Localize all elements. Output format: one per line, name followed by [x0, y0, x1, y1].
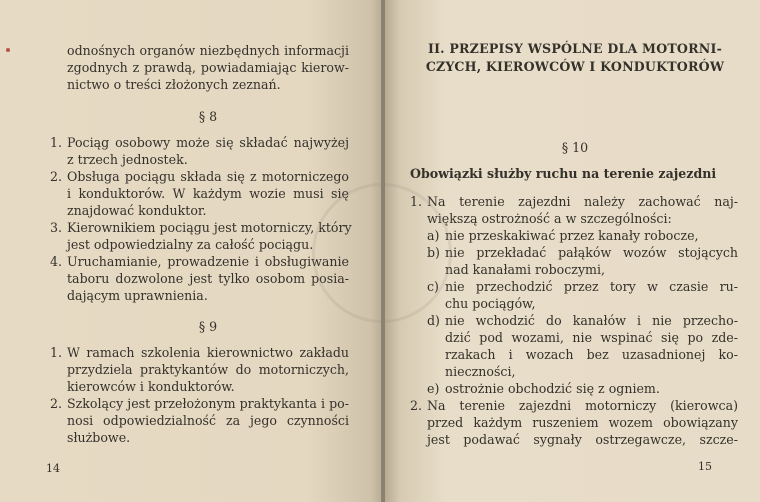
item-number: 2.: [50, 169, 63, 184]
subitem-label: b): [427, 245, 440, 260]
page-number-right: 15: [698, 460, 712, 473]
subitem-line: nie przeskakiwać przez kanały robocze,: [445, 228, 699, 243]
item-number: 3.: [50, 220, 63, 235]
subitem-line: dzić pod wozami, nie wspinać się po zde-: [445, 330, 738, 345]
item-line: taboru dozwolone jest tylko osobom posia-: [67, 271, 349, 286]
item-line: Na terenie zajezdni motorniczy (kierowca): [427, 398, 738, 413]
item-line: znajdować konduktor.: [67, 203, 207, 218]
intro-line: zgodnych z prawdą, powiadamiając kierow-: [67, 60, 349, 75]
section-10-title: § 10: [561, 140, 589, 155]
intro-line: nictwo o treści złożonych zeznań.: [67, 77, 281, 92]
item-line: większą ostrożność a w szczególności:: [427, 211, 672, 226]
chapter-title-line: CZYCH, KIEROWCÓW I KONDUKTORÓW: [425, 59, 725, 74]
subitem-line: chu pociągów,: [445, 296, 536, 311]
item-line: Uruchamianie, prowadzenie i obsługiwanie: [67, 254, 349, 269]
watermark-stamp: [312, 183, 452, 323]
subitem-label: d): [427, 313, 440, 328]
item-number: 1.: [50, 345, 63, 360]
subitem-line: nie wchodzić do kanałów i nie przecho-: [445, 313, 738, 328]
item-line: Szkolący jest przełożonym praktykanta i po-: [67, 396, 349, 411]
item-line: i konduktorów. W każdym wozie musi się: [67, 186, 349, 201]
item-line: nosi odpowiedzialność za jego czynności: [67, 413, 349, 428]
subitem-label: a): [427, 228, 440, 243]
subitem-line: nad kanałami roboczymi,: [445, 262, 606, 277]
item-line: kierowców i konduktorów.: [67, 379, 235, 394]
page-number-left: 14: [46, 462, 60, 475]
subitem-line: nie przekładać pałąków wozów stojących: [445, 245, 738, 260]
item-number: 1.: [410, 194, 423, 209]
item-line: przed każdym ruszeniem wozem obowiązany: [427, 415, 738, 430]
subitem-label: c): [427, 279, 439, 294]
item-line: jest odpowiedzialny za całość pociągu.: [67, 237, 314, 252]
item-line: Kierownikiem pociągu jest motorniczy, który: [67, 220, 352, 235]
item-line: przydziela praktykantów do motorniczych,: [67, 362, 349, 377]
item-line: z trzech jednostek.: [67, 152, 188, 167]
item-line: dającym uprawnienia.: [67, 288, 208, 303]
item-number: 4.: [50, 254, 63, 269]
subitem-line: nieczności,: [445, 364, 516, 379]
item-line: służbowe.: [67, 430, 131, 445]
subitem-line: ostrożnie obchodzić się z ogniem.: [445, 381, 660, 396]
section-9-title: § 9: [198, 319, 218, 334]
section-10-subtitle: Obowiązki służby ruchu na terenie zajezdni: [410, 166, 717, 181]
section-8-title: § 8: [198, 109, 218, 124]
chapter-title-line: II. PRZEPISY WSPÓLNE DLA MOTORNI-: [427, 41, 723, 56]
intro-line: odnośnych organów niezbędnych informacji: [67, 43, 349, 58]
item-number: 2.: [410, 398, 423, 413]
item-line: Na terenie zajezdni należy zachować naj-: [427, 194, 738, 209]
item-number: 1.: [50, 135, 63, 150]
item-line: Obsługa pociągu składa się z motorniczego: [67, 169, 349, 184]
item-line: Pociąg osobowy może się składać najwyżej: [67, 135, 349, 150]
item-number: 2.: [50, 396, 63, 411]
subitem-line: nie przechodzić przez tory w czasie ru-: [445, 279, 738, 294]
item-line: jest podawać sygnały ostrzegawcze, szcze-: [427, 432, 738, 447]
subitem-line: rzakach i wozach bez uzasadnionej ko-: [445, 347, 738, 362]
ink-spot: [6, 48, 10, 52]
subitem-label: e): [427, 381, 440, 396]
item-line: W ramach szkolenia kierownictwo zakładu: [67, 345, 349, 360]
